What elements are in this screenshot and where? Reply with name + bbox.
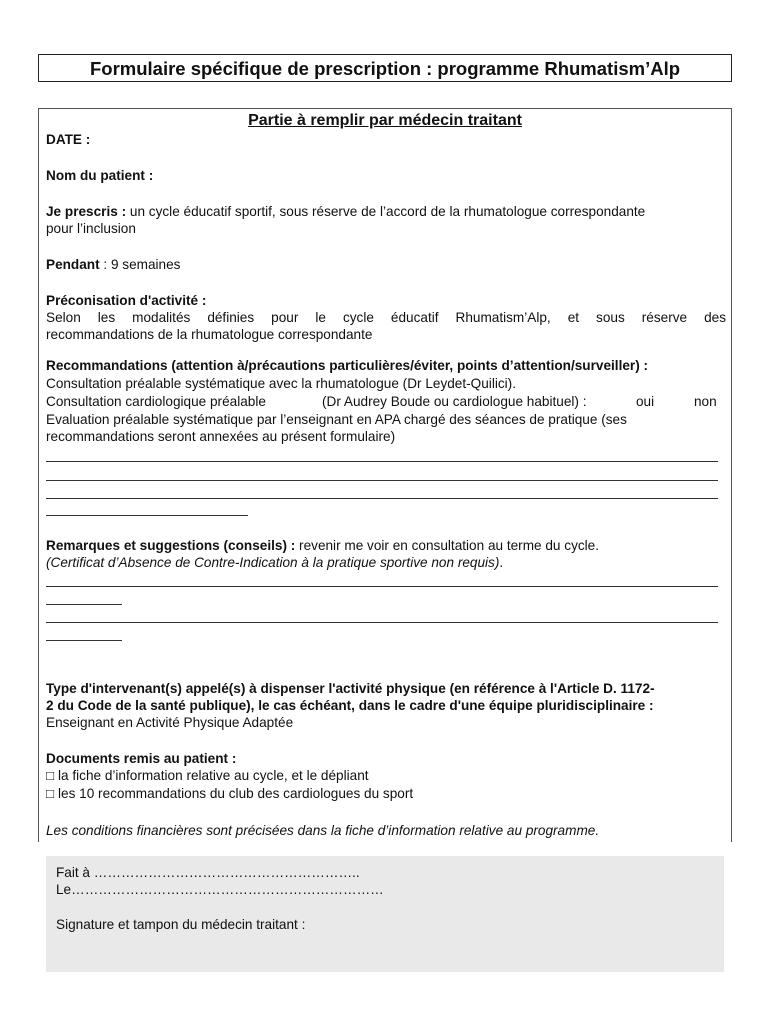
recommandations-label: Recommandations (attention à/précautions particulières/éviter, points d’attention/surveiller) : bbox=[46, 358, 649, 373]
remarques-line bbox=[46, 537, 599, 554]
date-le-field[interactable]: Le…………………………………………………………… bbox=[56, 882, 384, 897]
write-line[interactable] bbox=[46, 498, 718, 499]
reco-line-4: recommandations seront annexées au présent formulaire) bbox=[46, 429, 396, 444]
write-line[interactable] bbox=[46, 480, 718, 481]
patient-name-label: Nom du patient : bbox=[46, 168, 154, 183]
documents-item-2[interactable]: □ les 10 recommandations du club des cardiologues du sport bbox=[46, 786, 414, 801]
intervenant-line-2: 2 du Code de la santé publique), le cas échéant, dans le cadre d'une équipe pluridisciplinaire : bbox=[46, 698, 654, 713]
pendant-value: : 9 semaines bbox=[99, 257, 181, 272]
write-line[interactable] bbox=[46, 604, 122, 605]
remarques-label: Remarques et suggestions (conseils) : bbox=[46, 538, 296, 553]
prescris-label: Je prescris : bbox=[46, 204, 127, 219]
reco-line-3: Evaluation préalable systématique par l’enseignant en APA chargé des séances de pratique (ses bbox=[46, 412, 627, 427]
prescris-text-cont: pour l’inclusion bbox=[46, 221, 136, 236]
date-label: DATE : bbox=[46, 132, 91, 147]
write-line[interactable] bbox=[46, 622, 718, 623]
write-line[interactable] bbox=[46, 461, 718, 462]
remarques-note bbox=[46, 554, 503, 571]
reco-non-option[interactable]: non bbox=[694, 394, 717, 409]
pendant-label: Pendant bbox=[46, 257, 100, 272]
prescris-text: un cycle éducatif sportif, sous réserve de l’accord de la rhumatologue correspondante bbox=[126, 204, 646, 219]
reco-line-1: Consultation préalable systématique avec la rhumatologue (Dr Leydet-Quilici). bbox=[46, 376, 516, 391]
fait-a-field[interactable]: Fait à ………………………………………………….. bbox=[56, 865, 360, 880]
write-line[interactable] bbox=[46, 586, 718, 587]
remarques-dot: . bbox=[499, 555, 504, 570]
section-title: Partie à remplir par médecin traitant bbox=[248, 112, 522, 129]
conditions-note: Les conditions financières sont précisées dans la fiche d’information relative au programme. bbox=[46, 823, 600, 838]
remarques-text: revenir me voir en consultation au terme du cycle. bbox=[295, 538, 600, 553]
intervenant-value: Enseignant en Activité Physique Adaptée bbox=[46, 715, 294, 730]
duration-line bbox=[46, 256, 180, 273]
preconisation-text-cont: recommandations de la rhumatologue correspondante bbox=[46, 327, 373, 342]
reco-oui-option[interactable]: oui bbox=[636, 394, 655, 409]
prescription-line bbox=[46, 203, 645, 220]
write-line[interactable] bbox=[46, 515, 248, 516]
physician-section bbox=[38, 108, 732, 842]
intervenant-line-1: Type d'intervenant(s) appelé(s) à dispenser l'activité physique (en référence à l'Article D. 1172- bbox=[46, 681, 655, 696]
signature-label: Signature et tampon du médecin traitant : bbox=[56, 917, 306, 932]
signature-box bbox=[46, 856, 724, 972]
preconisation-text: Selon les modalités définies pour le cycle éducatif Rhumatism’Alp, et sous réserve des bbox=[46, 310, 726, 325]
documents-label: Documents remis au patient : bbox=[46, 751, 237, 766]
reco-line-2a: Consultation cardiologique préalable bbox=[46, 394, 266, 409]
reco-line-2b: (Dr Audrey Boude ou cardiologue habituel) : bbox=[322, 394, 587, 409]
remarques-italic: (Certificat d’Absence de Contre-Indication à la pratique sportive non requis) bbox=[46, 555, 500, 570]
write-line[interactable] bbox=[46, 640, 122, 641]
form-title: Formulaire spécifique de prescription : programme Rhumatism’Alp bbox=[38, 54, 732, 82]
preconisation-label: Préconisation d'activité : bbox=[46, 293, 207, 308]
documents-item-1[interactable]: □ la fiche d’information relative au cycle, et le dépliant bbox=[46, 768, 369, 783]
